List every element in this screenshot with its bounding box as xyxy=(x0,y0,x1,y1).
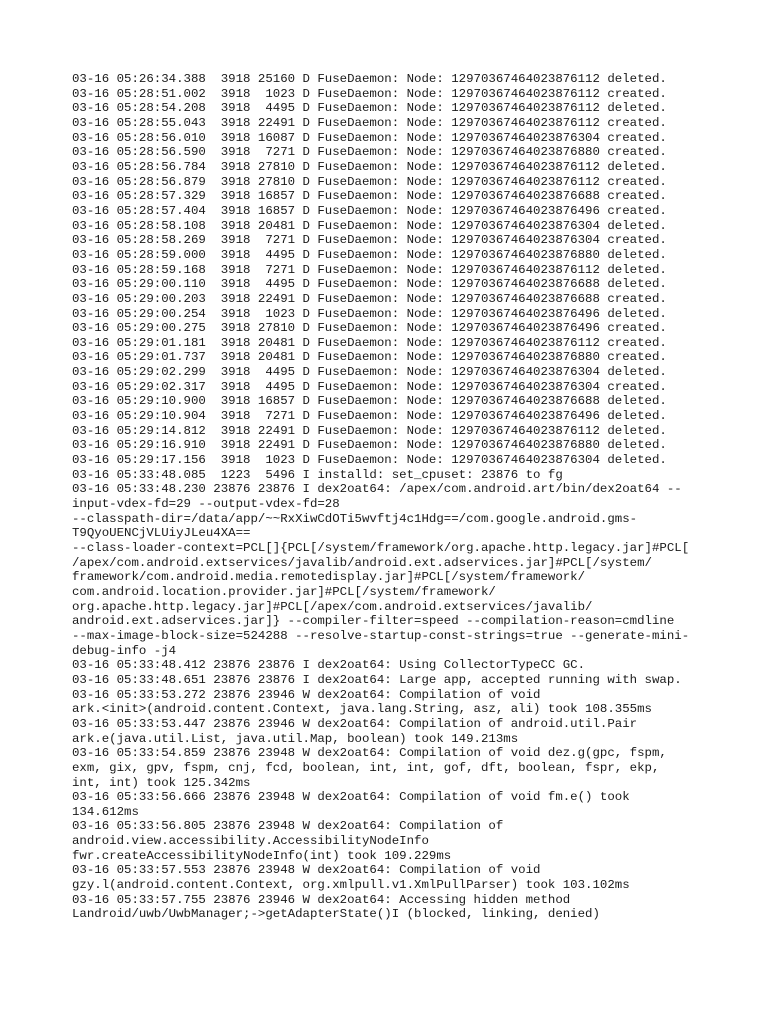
log-line: framework/com.android.media.remotedisplay.jar]#PCL[/system/framework/ xyxy=(72,570,586,585)
log-line: org.apache.http.legacy.jar]#PCL[/apex/com.android.extservices/javalib/ xyxy=(72,599,593,614)
log-line: 03-16 05:29:01.181 3918 20481 D FuseDaemon: Node: 12970367464023876112 created. xyxy=(72,335,667,350)
log-line: int, int) took 125.342ms xyxy=(72,775,251,790)
log-line: 03-16 05:28:51.002 3918 1023 D FuseDaemon: Node: 12970367464023876112 created. xyxy=(72,86,667,101)
log-line: 03-16 05:29:00.275 3918 27810 D FuseDaemon: Node: 12970367464023876496 created. xyxy=(72,321,667,336)
log-line: 03-16 05:28:56.010 3918 16087 D FuseDaemon: Node: 12970367464023876304 created. xyxy=(72,130,667,145)
log-line: android.view.accessibility.AccessibilityNodeInfo xyxy=(72,834,429,849)
log-line: 03-16 05:29:16.910 3918 22491 D FuseDaemon: Node: 12970367464023876880 deleted. xyxy=(72,438,667,453)
log-line: 03-16 05:28:56.590 3918 7271 D FuseDaemon: Node: 12970367464023876880 created. xyxy=(72,145,667,160)
log-line: 03-16 05:29:00.254 3918 1023 D FuseDaemon: Node: 12970367464023876496 deleted. xyxy=(72,306,667,321)
log-line: 03-16 05:28:54.208 3918 4495 D FuseDaemon: Node: 12970367464023876112 deleted. xyxy=(72,101,667,116)
log-line: gzy.l(android.content.Context, org.xmlpull.v1.XmlPullParser) took 103.102ms xyxy=(72,878,630,893)
log-line: 03-16 05:26:34.388 3918 25160 D FuseDaemon: Node: 12970367464023876112 deleted. xyxy=(72,72,667,86)
log-line: 03-16 05:29:00.110 3918 4495 D FuseDaemon: Node: 12970367464023876688 deleted. xyxy=(72,277,667,292)
log-line: 03-16 05:33:48.651 23876 23876 I dex2oat64: Large app, accepted running with swap. xyxy=(72,672,682,687)
log-line: 03-16 05:28:57.404 3918 16857 D FuseDaemon: Node: 12970367464023876496 created. xyxy=(72,203,667,218)
log-line: --max-image-block-size=524288 --resolve-startup-const-strings=true --generate-mini- xyxy=(72,628,690,643)
log-line: 03-16 05:33:53.272 23876 23946 W dex2oat64: Compilation of void xyxy=(72,687,541,702)
log-line: 03-16 05:33:56.666 23876 23948 W dex2oat64: Compilation of void fm.e() took xyxy=(72,790,630,805)
log-line: /apex/com.android.extservices/javalib/android.ext.adservices.jar]#PCL[/system/ xyxy=(72,555,652,570)
log-line: ark.e(java.util.List, java.util.Map, boolean) took 149.213ms xyxy=(72,731,519,746)
log-line: 134.612ms xyxy=(72,804,139,819)
log-line: 03-16 05:28:58.269 3918 7271 D FuseDaemon: Node: 12970367464023876304 created. xyxy=(72,233,667,248)
log-line: 03-16 05:33:48.412 23876 23876 I dex2oat64: Using CollectorTypeCC GC. xyxy=(72,658,586,673)
log-document xyxy=(72,72,712,922)
log-line: Landroid/uwb/UwbManager;->getAdapterState()I (blocked, linking, denied) xyxy=(72,907,600,922)
log-line: 03-16 05:33:57.553 23876 23948 W dex2oat64: Compilation of void xyxy=(72,863,541,878)
log-line: debug-info -j4 xyxy=(72,643,177,658)
log-line: 03-16 05:29:17.156 3918 1023 D FuseDaemon: Node: 12970367464023876304 deleted. xyxy=(72,453,667,468)
log-line: exm, gix, gpv, fspm, cnj, fcd, boolean, int, int, gof, dft, boolean, fspr, ekp, xyxy=(72,760,660,775)
log-line: --classpath-dir=/data/app/~~RxXiwCdOTi5wvftj4c1Hdg==/com.google.android.gms- xyxy=(72,511,638,526)
log-line: 03-16 05:33:57.755 23876 23946 W dex2oat64: Accessing hidden method xyxy=(72,892,571,907)
log-line: 03-16 05:33:54.859 23876 23948 W dex2oat64: Compilation of void dez.g(gpc, fspm, xyxy=(72,746,667,761)
log-line: 03-16 05:29:10.904 3918 7271 D FuseDaemon: Node: 12970367464023876496 deleted. xyxy=(72,409,667,424)
log-line: 03-16 05:33:48.230 23876 23876 I dex2oat64: /apex/com.android.art/bin/dex2oat64 -- xyxy=(72,482,682,497)
log-line: 03-16 05:33:53.447 23876 23946 W dex2oat64: Compilation of android.util.Pair xyxy=(72,716,638,731)
log-line: --class-loader-context=PCL[]{PCL[/system/framework/org.apache.http.legacy.jar]#PCL[ xyxy=(72,541,690,555)
log-line: ark.<init>(android.content.Context, java.lang.String, asz, ali) took 108.355ms xyxy=(72,702,652,717)
log-line: 03-16 05:28:56.879 3918 27810 D FuseDaemon: Node: 12970367464023876112 created. xyxy=(72,174,667,189)
log-line: 03-16 05:29:01.737 3918 20481 D FuseDaemon: Node: 12970367464023876880 created. xyxy=(72,350,667,365)
log-line: 03-16 05:33:56.805 23876 23948 W dex2oat64: Compilation of xyxy=(72,819,504,834)
log-line: 03-16 05:29:02.317 3918 4495 D FuseDaemon: Node: 12970367464023876304 created. xyxy=(72,379,667,394)
log-line: 03-16 05:28:55.043 3918 22491 D FuseDaemon: Node: 12970367464023876112 created. xyxy=(72,115,667,130)
log-line: android.ext.adservices.jar]} --compiler-filter=speed --compilation-reason=cmdline xyxy=(72,614,675,629)
log-line: 03-16 05:29:00.203 3918 22491 D FuseDaemon: Node: 12970367464023876688 created. xyxy=(72,291,667,306)
log-line: 03-16 05:28:59.168 3918 7271 D FuseDaemon: Node: 12970367464023876112 deleted. xyxy=(72,262,667,277)
log-line: 03-16 05:29:02.299 3918 4495 D FuseDaemon: Node: 12970367464023876304 deleted. xyxy=(72,365,667,380)
log-line: T9QyoUENCjVLUiyJLeu4XA== xyxy=(72,526,251,541)
log-line: input-vdex-fd=29 --output-vdex-fd=28 xyxy=(72,497,340,512)
log-line: 03-16 05:28:59.000 3918 4495 D FuseDaemon: Node: 12970367464023876880 deleted. xyxy=(72,247,667,262)
log-line: 03-16 05:29:10.900 3918 16857 D FuseDaemon: Node: 12970367464023876688 deleted. xyxy=(72,394,667,409)
log-line: com.android.location.provider.jar]#PCL[/system/framework/ xyxy=(72,584,496,599)
log-line: fwr.createAccessibilityNodeInfo(int) took 109.229ms xyxy=(72,848,452,863)
log-line: 03-16 05:28:56.784 3918 27810 D FuseDaemon: Node: 12970367464023876112 deleted. xyxy=(72,159,667,174)
log-line: 03-16 05:33:48.085 1223 5496 I installd: set_cpuset: 23876 to fg xyxy=(72,467,563,482)
log-line: 03-16 05:29:14.812 3918 22491 D FuseDaemon: Node: 12970367464023876112 deleted. xyxy=(72,423,667,438)
log-line: 03-16 05:28:57.329 3918 16857 D FuseDaemon: Node: 12970367464023876688 created. xyxy=(72,189,667,204)
log-line: 03-16 05:28:58.108 3918 20481 D FuseDaemon: Node: 12970367464023876304 deleted. xyxy=(72,218,667,233)
